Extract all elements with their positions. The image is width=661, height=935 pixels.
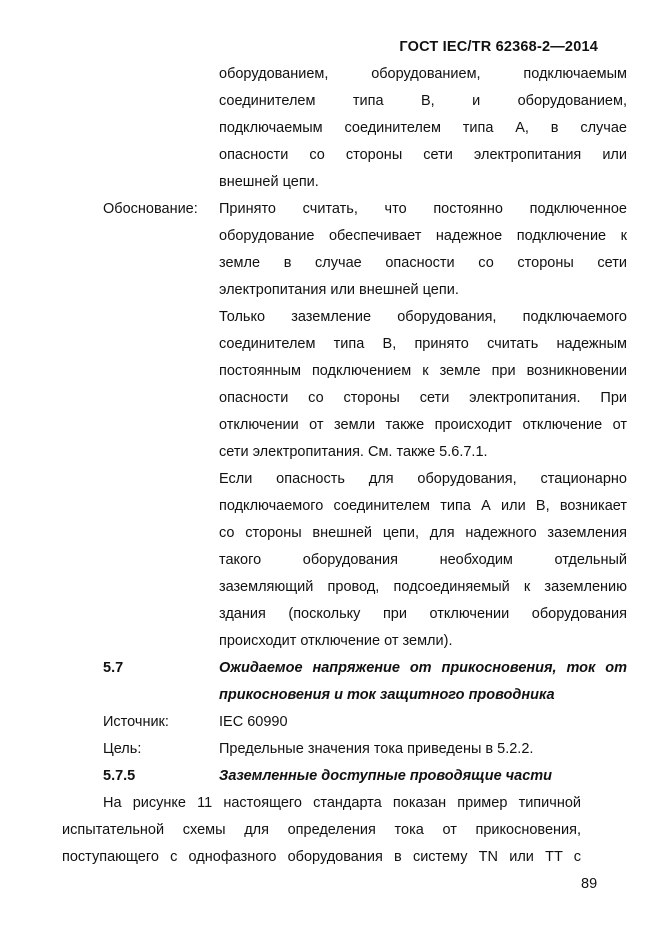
justification-label: Обоснование: <box>103 201 198 217</box>
text-line: заземляющий провод, подсоединяемый к заземлению <box>219 579 627 595</box>
page-number: 89 <box>581 876 598 892</box>
section-number: 5.7.5 <box>103 768 136 784</box>
text-line: оборудование обеспечивает надежное подключение к <box>219 228 627 244</box>
source-label: Источник: <box>103 714 169 730</box>
section-title: прикосновения и ток защитного проводника <box>219 687 555 703</box>
text-line: здания (поскольку при отключении оборудования <box>219 606 627 622</box>
text-line: постоянным подключением к земле при возникновении <box>219 363 627 379</box>
text-line: такого оборудования необходим отдельный <box>219 552 627 568</box>
text-line: Если опасность для оборудования, стационарно <box>219 471 627 487</box>
text-line: соединителем типа В, принято считать надежным <box>219 336 627 352</box>
text-line: со стороны внешней цепи, для надежного заземления <box>219 525 627 541</box>
text-line: земле в случае опасности со стороны сети <box>219 255 627 271</box>
text-line: опасности со стороны сети электропитания или <box>219 147 627 163</box>
text-line: электропитания или внешней цепи. <box>219 282 459 298</box>
section-title: Заземленные доступные проводящие части <box>219 768 553 784</box>
text-line: подключаемого соединителем типа А или В, возникает <box>219 498 627 514</box>
text-line: поступающего с однофазного оборудования в систему TN или TT с <box>62 849 581 865</box>
source-value: IEC 60990 <box>219 714 288 730</box>
purpose-label: Цель: <box>103 741 142 757</box>
text-line: внешней цепи. <box>219 174 319 190</box>
text-line: оборудованием, оборудованием, подключаемым <box>219 66 627 82</box>
text-line: Только заземление оборудования, подключаемого <box>219 309 627 325</box>
text-line: Принято считать, что постоянно подключенное <box>219 201 627 217</box>
text-line: сети электропитания. См. также 5.6.7.1. <box>219 444 488 460</box>
section-number: 5.7 <box>103 660 124 676</box>
document-header: ГОСТ IEC/TR 62368-2—2014 <box>399 39 598 55</box>
purpose-value: Предельные значения тока приведены в 5.2.2. <box>219 741 534 757</box>
text-line: На рисунке 11 настоящего стандарта показан пример типичной <box>103 795 581 811</box>
text-line: опасности со стороны сети электропитания. При <box>219 390 627 406</box>
text-line: происходит отключение от земли). <box>219 633 453 649</box>
text-line: испытательной схемы для определения тока от прикосновения, <box>62 822 581 838</box>
text-line: отключении от земли также происходит отключение от <box>219 417 627 433</box>
section-title: Ожидаемое напряжение от прикосновения, ток от <box>219 660 627 676</box>
text-line: соединителем типа В, и оборудованием, <box>219 93 627 109</box>
text-line: подключаемым соединителем типа А, в случае <box>219 120 627 136</box>
